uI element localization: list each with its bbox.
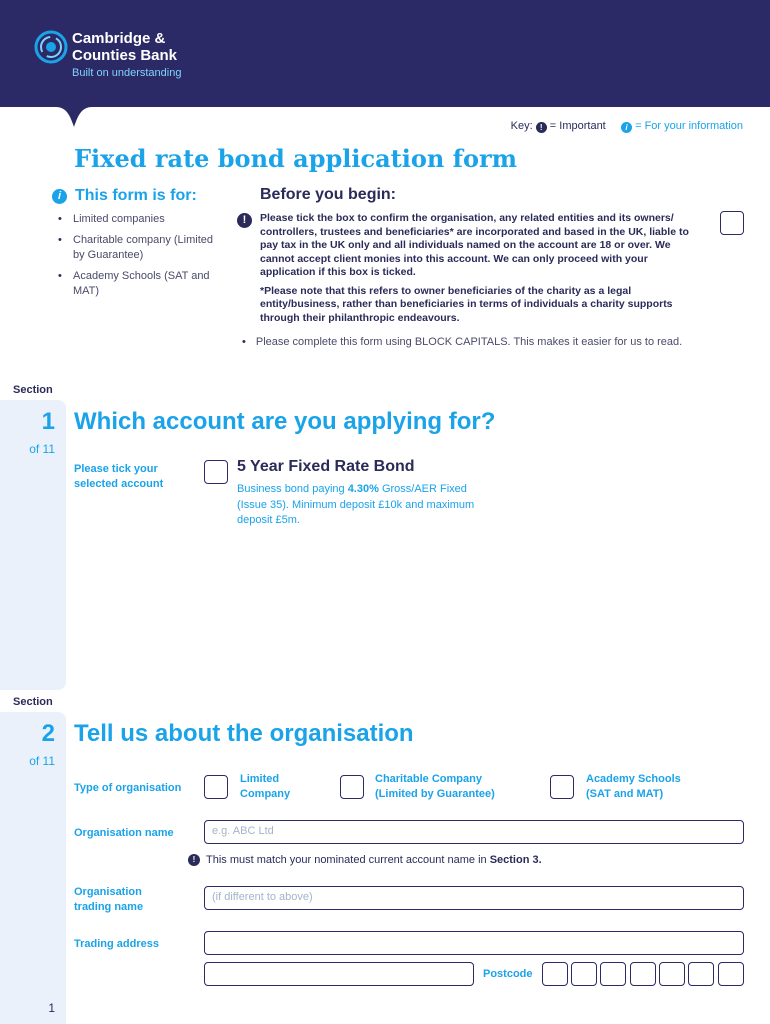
form-for-list (56, 212, 216, 305)
postcode-char-input[interactable] (688, 962, 714, 986)
key-info: = For your information (635, 120, 743, 132)
type-of-organisation-label: Type of organisation (74, 782, 182, 794)
note-text (206, 854, 542, 866)
bond-title: 5 Year Fixed Rate Bond (237, 458, 415, 475)
note-pre: This must match your nominated current account name in (206, 854, 490, 866)
info-icon: i (621, 122, 632, 133)
fixed-rate-bond-checkbox[interactable] (204, 460, 228, 484)
postcode-char-input[interactable] (630, 962, 656, 986)
section-title: Tell us about the organisation (74, 720, 414, 747)
page-number: 1 (48, 1001, 55, 1015)
important-icon: ! (237, 213, 252, 228)
organisation-name-label: Organisation name (74, 827, 174, 839)
key-prefix: Key: (510, 120, 533, 132)
form-for-heading-text: This form is for: (75, 187, 197, 204)
page-header (0, 0, 770, 107)
trading-address-label: Trading address (74, 938, 159, 950)
info-icon: i (52, 189, 67, 204)
beneficiaries-note: *Please note that this refers to owner beneficiaries of the charity as a legal entity/business, rather than beneficiaries in terms of individuals a charity supports through their philanthropic endeavours. (260, 284, 673, 324)
bond-desc-post: Gross/AER Fixed (Issue 35). Minimum deposit £10k and maximum deposit £5m. (237, 483, 475, 526)
trading-address-line2-input[interactable] (204, 962, 474, 986)
bond-rate: 4.30% (347, 483, 379, 495)
list-item: • Charitable company (Limited by Guarantee) (56, 233, 216, 263)
form-for-heading (52, 187, 197, 205)
bank-name-line2: Counties Bank (72, 47, 178, 64)
postcode-char-input[interactable] (542, 962, 568, 986)
tick-account-label: Please tick your selected account (74, 463, 164, 490)
trading-name-label: Organisation trading name (74, 886, 144, 913)
note-bold: Section 3. (489, 854, 542, 866)
postcode-char-input[interactable] (659, 962, 685, 986)
bond-description (237, 482, 487, 529)
trading-name-input[interactable]: (if different to above) (204, 886, 744, 910)
confirm-text: Please tick the box to confirm the organisation, any related entities and its owners/ controllers, trustees and beneficiaries* are incorporated and based in the UK, liable to pay tax in the UK only and all individuals named on the account are 18 or over. We cannot accept client monies into this account. We can only proceed with your application if this box is ticked. (260, 212, 689, 278)
block-capitals-text: Please complete this form using BLOCK CAPITALS. This makes it easier for us to read. (255, 336, 683, 348)
key-legend (0, 120, 743, 133)
key-important: = Important (549, 120, 606, 132)
block-capitals-note: • Please complete this form using BLOCK CAPITALS. This makes it easier for us to read. (242, 336, 683, 348)
limited-company-label: Limited Company (240, 773, 291, 800)
organisation-name-input[interactable]: e.g. ABC Ltd (204, 820, 744, 844)
list-item: • Academy Schools (SAT and MAT) (56, 269, 216, 299)
important-icon: ! (188, 854, 200, 866)
academy-schools-label: Academy Schools (SAT and MAT) (586, 773, 681, 800)
postcode-label: Postcode (483, 968, 533, 980)
section-of-total: of 11 (29, 442, 55, 456)
before-you-begin-heading: Before you begin: (260, 186, 397, 203)
confirm-checkbox[interactable] (720, 211, 744, 235)
postcode-char-input[interactable] (600, 962, 626, 986)
trading-address-line1-input[interactable] (204, 931, 744, 955)
important-icon: ! (536, 122, 547, 133)
section-title: Which account are you applying for? (74, 408, 496, 435)
postcode-char-input[interactable] (718, 962, 744, 986)
bank-logo-icon (34, 30, 68, 64)
organisation-name-note (188, 854, 542, 866)
section-number: 1 (41, 408, 55, 435)
bank-logo (34, 30, 181, 80)
limited-company-checkbox[interactable] (204, 775, 228, 799)
before-you-begin-text (260, 212, 700, 330)
academy-schools-checkbox[interactable] (550, 775, 574, 799)
bank-name-line1: Cambridge & (72, 30, 166, 47)
charitable-company-checkbox[interactable] (340, 775, 364, 799)
section-label: Section (13, 696, 53, 708)
section-of-total: of 11 (29, 754, 55, 768)
bond-desc-pre: Business bond paying (237, 483, 348, 495)
section-number: 2 (41, 720, 55, 747)
list-item: • Limited companies (56, 212, 216, 227)
section-label: Section (13, 384, 53, 396)
bank-tagline: Built on understanding (72, 67, 182, 79)
postcode-char-input[interactable] (571, 962, 597, 986)
charitable-company-label: Charitable Company (Limited by Guarantee) (375, 773, 495, 800)
page-title: Fixed rate bond application form (74, 144, 518, 173)
